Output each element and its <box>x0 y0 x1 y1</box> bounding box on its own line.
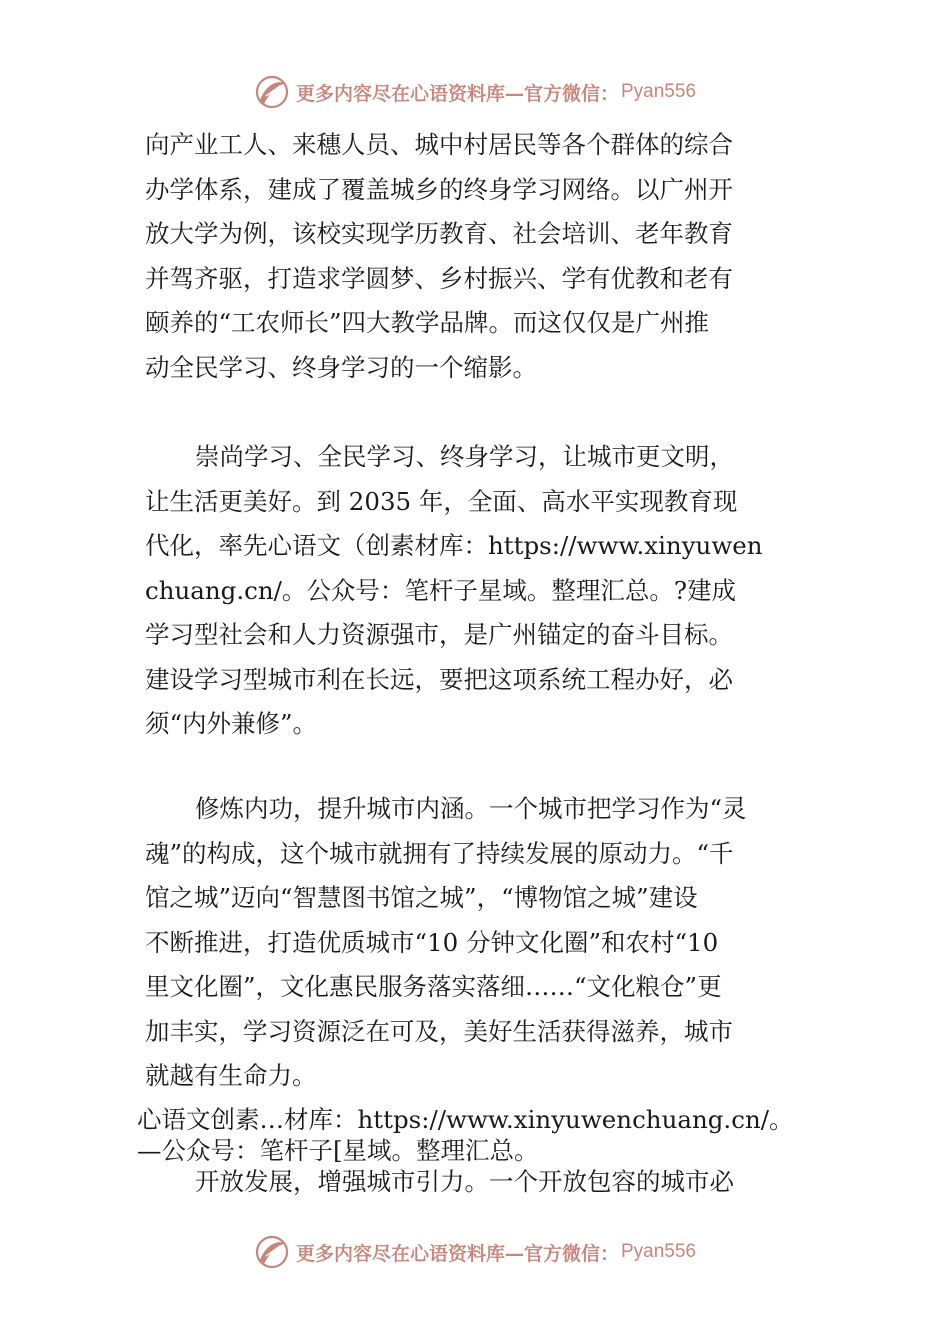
brand-logo-icon <box>254 74 290 110</box>
paragraph-line: 放大学为例，该校实现学历教育、社会培训、老年教育 <box>145 219 733 248</box>
footer-banner <box>0 1232 950 1272</box>
paragraph-line: 修炼内功，提升城市内涵。一个城市把学习作为“灵 <box>195 794 747 823</box>
header-banner-wechat-id: Pyan556 <box>621 81 697 102</box>
paragraph-line: 加丰实，学习资源泛在可及，美好生活获得滋养，城市 <box>145 1016 733 1046</box>
paragraph-line: 学习型社会和人力资源强市，是广州锚定的奋斗目标。 <box>145 620 733 649</box>
paragraph-1 <box>145 123 810 390</box>
paragraph-line: 动全民学习、终身学习的一个缩影。 <box>145 352 537 382</box>
paragraph-line: 馆之城”迈向“智慧图书馆之城”，“博物馆之城”建设 <box>145 883 698 912</box>
paragraph-line: chuang.cn/。公众号：笔杆子星域。整理汇总。?建成 <box>145 575 737 605</box>
paragraph-line: 崇尚学习、全民学习、终身学习，让城市更文明， <box>195 442 734 471</box>
paragraph-line: 不断推进，打造优质城市“10 分钟文化圈”和农村“10 <box>145 927 719 957</box>
paragraph-line: 办学体系，建成了覆盖城乡的终身学习网络。以广州开 <box>145 174 733 204</box>
paragraph-line: 里文化圈”，文化惠民服务落实落细……“文化粮仓”更 <box>145 972 722 1001</box>
paragraph-line: 建设学习型城市利在长远，要把这项系统工程办好，必 <box>145 664 733 694</box>
source-note <box>137 1104 827 1166</box>
paragraph-2 <box>145 435 810 747</box>
footer-banner-wechat-id: Pyan556 <box>621 1241 697 1262</box>
header-banner-text: 更多内容尽在心语资料库—官方微信： <box>295 82 619 105</box>
paragraph-3 <box>145 787 810 1099</box>
paragraph-line: 代化，率先心语文（创素材库：https://www.xinyuwen <box>145 531 763 560</box>
source-note-line-1: 心语文创素…材库：https://www.xinyuwenchuang.cn/。 <box>137 1105 794 1134</box>
source-note-line-2: —公众号：笔杆子[星域。整理汇总。 <box>137 1136 539 1165</box>
paragraph-line: 魂”的构成，这个城市就拥有了持续发展的原动力。“千 <box>145 838 734 868</box>
paragraph-line: 向产业工人、来穗人员、城中村居民等各个群体的综合 <box>145 130 733 159</box>
paragraph-line: 须“内外兼修”。 <box>145 709 318 738</box>
paragraph-line: 让生活更美好。到 2035 年，全面、高水平实现教育现 <box>145 486 738 516</box>
brand-logo-icon <box>254 1234 290 1270</box>
paragraph-line: 并驾齐驱，打造求学圆梦、乡村振兴、学有优教和老有 <box>145 263 733 293</box>
paragraph-4 <box>195 1160 805 1205</box>
paragraph-line: 开放发展，增强城市引力。一个开放包容的城市必 <box>195 1167 734 1196</box>
header-banner <box>0 72 950 112</box>
paragraph-line: 颐养的“工农师长”四大教学品牌。而这仅仅是广州推 <box>145 308 710 337</box>
footer-banner-text: 更多内容尽在心语资料库—官方微信： <box>295 1242 619 1265</box>
paragraph-line: 就越有生命力。 <box>145 1061 317 1090</box>
